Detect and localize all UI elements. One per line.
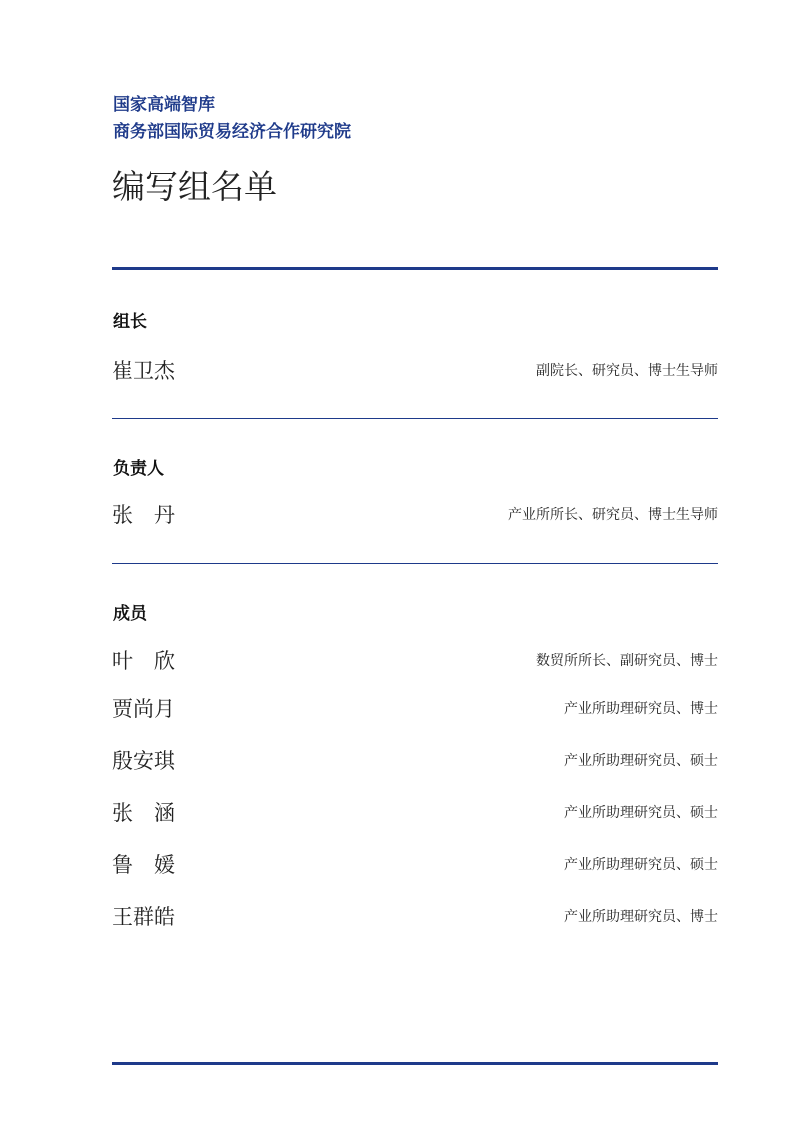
section-title-members: 成员	[113, 604, 147, 624]
member-row	[112, 850, 718, 880]
section-divider	[112, 418, 718, 419]
member-name: 叶 欣	[112, 649, 175, 673]
institution-name-line-2: 商务部国际贸易经济合作研究院	[113, 122, 351, 142]
member-name: 王群皓	[112, 905, 175, 929]
section-divider	[112, 563, 718, 564]
member-title: 产业所助理研究员、硕士	[564, 805, 718, 821]
top-divider	[112, 267, 718, 270]
bottom-divider	[112, 1062, 718, 1065]
institution-name-line-1: 国家高端智库	[113, 95, 215, 115]
member-row	[112, 646, 718, 676]
member-row	[112, 798, 718, 828]
member-row	[112, 500, 718, 530]
member-name: 张 涵	[112, 801, 175, 825]
member-title: 产业所助理研究员、硕士	[564, 753, 718, 769]
member-title: 产业所助理研究员、博士	[564, 701, 718, 717]
member-row	[112, 356, 718, 386]
member-name: 鲁 媛	[112, 853, 175, 877]
member-row	[112, 694, 718, 724]
member-title: 产业所助理研究员、硕士	[564, 857, 718, 873]
page-title: 编写组名单	[112, 167, 277, 206]
member-row	[112, 902, 718, 932]
member-name: 殷安琪	[112, 749, 175, 773]
member-title: 数贸所所长、副研究员、博士	[536, 653, 718, 669]
member-row	[112, 746, 718, 776]
member-name: 贾尚月	[112, 697, 175, 721]
section-title-responsible: 负责人	[113, 459, 164, 479]
member-title: 副院长、研究员、博士生导师	[536, 363, 718, 379]
member-name: 张 丹	[112, 503, 175, 527]
member-title: 产业所助理研究员、博士	[564, 909, 718, 925]
member-name: 崔卫杰	[112, 359, 175, 383]
section-title-leader: 组长	[113, 312, 147, 332]
member-title: 产业所所长、研究员、博士生导师	[508, 507, 718, 523]
